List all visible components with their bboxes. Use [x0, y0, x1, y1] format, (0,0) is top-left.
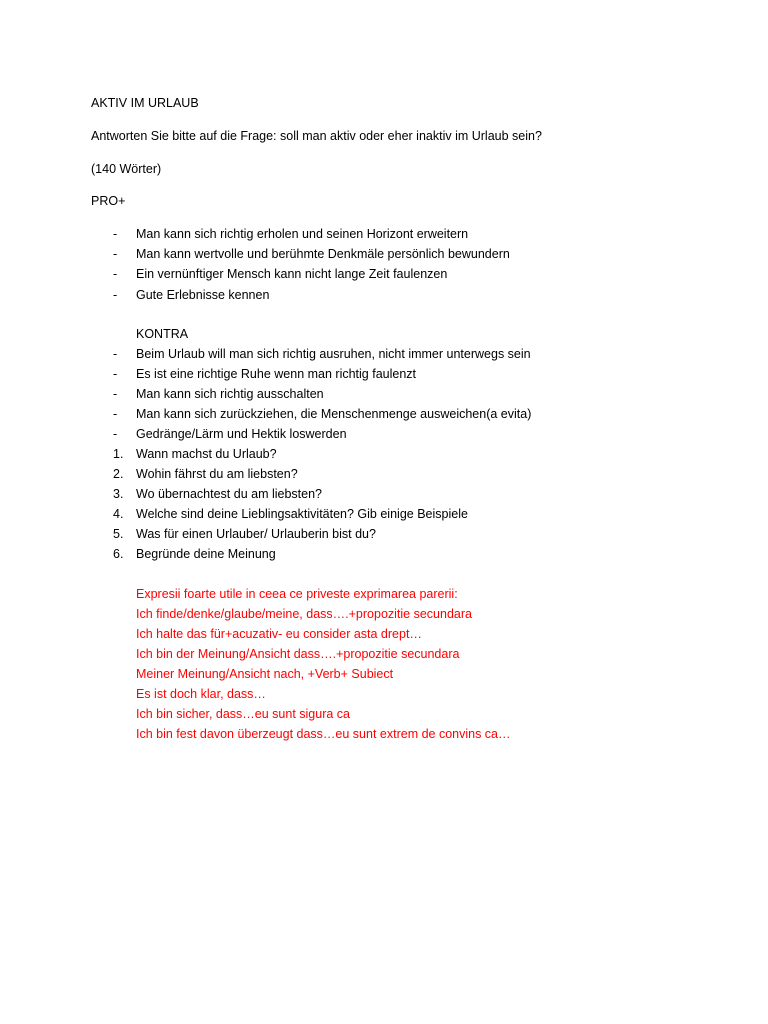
word-count: (140 Wörter) [91, 162, 162, 176]
expression-line: Es ist doch klar, dass… [136, 687, 266, 701]
document-title: AKTIV IM URLAUB [91, 96, 199, 110]
question-number: 4. [113, 507, 124, 521]
question-item: Begründe deine Meinung [136, 547, 276, 561]
expression-line: Ich bin fest davon überzeugt dass…eu sunt extrem de convins ca… [136, 727, 511, 741]
question-number: 3. [113, 487, 124, 501]
task-question: Antworten Sie bitte auf die Frage: soll man aktiv oder eher inaktiv im Urlaub sein? [91, 129, 542, 143]
list-bullet: - [113, 267, 118, 281]
question-item: Wo übernachtest du am liebsten? [136, 487, 322, 501]
question-item: Was für einen Urlauber/ Urlauberin bist du? [136, 527, 376, 541]
question-number: 2. [113, 467, 124, 481]
question-item: Wohin fährst du am liebsten? [136, 467, 298, 481]
expressions-heading: Expresii foarte utile in ceea ce priveste exprimarea parerii: [136, 587, 458, 601]
kontra-heading: KONTRA [136, 327, 189, 341]
expression-line: Ich bin der Meinung/Ansicht dass….+propozitie secundara [136, 647, 460, 661]
kontra-item: Man kann sich zurückziehen, die Menschenmenge ausweichen(a evita) [136, 407, 532, 421]
question-number: 6. [113, 547, 124, 561]
question-item: Wann machst du Urlaub? [136, 447, 277, 461]
list-bullet: - [113, 367, 118, 381]
kontra-item: Es ist eine richtige Ruhe wenn man richtig faulenzt [136, 367, 417, 381]
list-bullet: - [113, 227, 118, 241]
question-number: 5. [113, 527, 124, 541]
pro-heading: PRO+ [91, 194, 126, 208]
kontra-item: Man kann sich richtig ausschalten [136, 387, 324, 401]
list-bullet: - [113, 387, 118, 401]
list-bullet: - [113, 247, 118, 261]
question-item: Welche sind deine Lieblingsaktivitäten? Gib einige Beispiele [136, 507, 468, 521]
kontra-item: Gedränge/Lärm und Hektik loswerden [136, 427, 347, 441]
expression-line: Ich bin sicher, dass…eu sunt sigura ca [136, 707, 351, 721]
list-bullet: - [113, 427, 118, 441]
list-bullet: - [113, 288, 118, 302]
pro-item: Gute Erlebnisse kennen [136, 288, 270, 302]
question-number: 1. [113, 447, 124, 461]
expression-line: Ich halte das für+acuzativ- eu consider asta drept… [136, 627, 422, 641]
list-bullet: - [113, 347, 118, 361]
pro-item: Man kann sich richtig erholen und seinen Horizont erweitern [136, 227, 469, 241]
pro-item: Man kann wertvolle und berühmte Denkmäle persönlich bewundern [136, 247, 510, 261]
pro-item: Ein vernünftiger Mensch kann nicht lange Zeit faulenzen [136, 267, 448, 281]
list-bullet: - [113, 407, 118, 421]
expression-line: Meiner Meinung/Ansicht nach, +Verb+ Subiect [136, 667, 394, 681]
expression-line: Ich finde/denke/glaube/meine, dass….+propozitie secundara [136, 607, 472, 621]
kontra-item: Beim Urlaub will man sich richtig ausruhen, nicht immer unterwegs sein [136, 347, 531, 361]
